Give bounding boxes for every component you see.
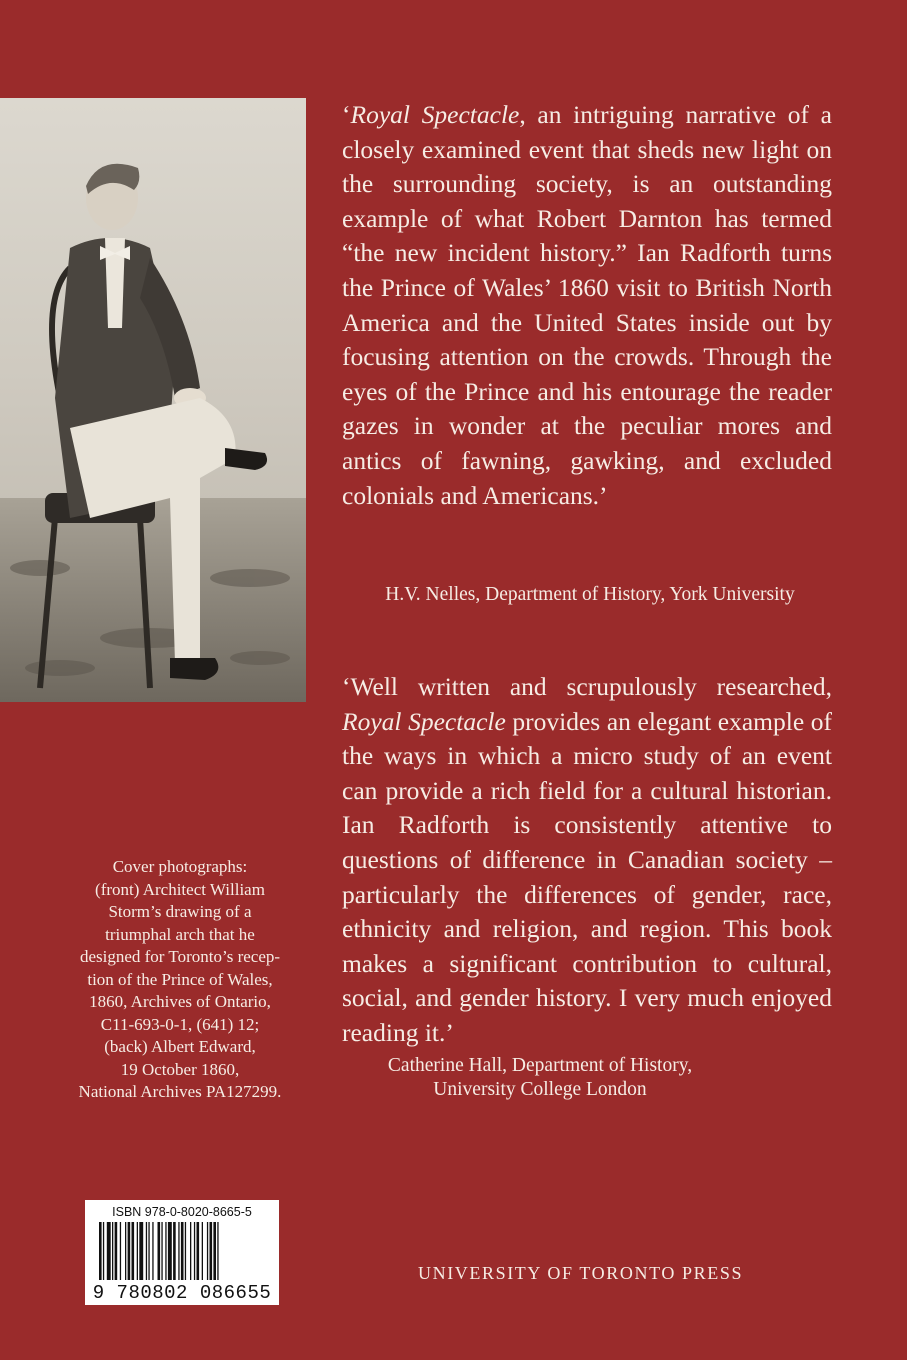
review-quote-1	[342, 98, 832, 513]
caption-line: 19 October 1860,	[120, 1059, 240, 1079]
caption-heading: Cover photographs:	[112, 857, 248, 876]
caption-line: tion of the Prince of Wales,	[87, 969, 273, 989]
isbn-text: ISBN 978-0-8020-8665-5	[112, 1205, 252, 1219]
quote-1-open: ‘	[342, 100, 351, 129]
isbn-barcode	[85, 1200, 279, 1305]
caption-line: (front) Architect William	[95, 879, 265, 899]
quote-1-attribution: H.V. Nelles, Department of History, York University	[385, 584, 795, 605]
cover-photo-caption	[40, 856, 320, 1104]
barcode-bars	[99, 1222, 265, 1280]
caption-line: C11-693-0-1, (641) 12;	[100, 1014, 260, 1034]
quote-2-text: provides an elegant example of the ways in which a micro study of an event can provide a rich field for a cultural historian. Ian Radforth is consistently attentive to questions of difference in Canadian society – particularly the differences of gender, race, ethnicity and religion, and region. This book makes a significant contribution to cultural, social, and gender history. I very much enjoyed reading it.’	[342, 706, 832, 1047]
quote-1-book-title: Royal Spectacle	[350, 100, 520, 129]
quote-1-text: , an intriguing narrative of a closely examined event that sheds new light on the surrounding society, is an outstanding example of what Robert Darnton has termed “the new incident history.” Ian Radforth turns the Prince of Wales’ 1860 visit to British North America and the United States inside out by focusing attention on the crowds. Through the eyes of the Prince and his entourage the reader gazes in wonder at the peculiar mores and antics of fawning, gawking, and excluded colonials and Americans.’	[342, 100, 832, 510]
caption-line: Storm’s drawing of a	[108, 902, 252, 921]
quote-2-attribution-line-1: Catherine Hall, Department of History,	[387, 1055, 693, 1076]
seated-figure-illustration	[0, 98, 306, 702]
caption-line: (back) Albert Edward,	[104, 1037, 256, 1056]
caption-line: designed for Toronto’s recep-	[79, 947, 281, 966]
quote-2-attribution-line-2: University College London	[433, 1079, 647, 1100]
barcode-digits: 9 780802 086655	[92, 1282, 272, 1304]
publisher-name: UNIVERSITY OF TORONTO PRESS	[418, 1263, 744, 1283]
caption-line: triumphal arch that he	[105, 924, 255, 944]
quote-2-book-title: Royal Spectacle	[342, 706, 506, 736]
caption-line: 1860, Archives of Ontario,	[89, 992, 271, 1011]
review-quote-2	[342, 670, 832, 1051]
quote-2-lead: ‘Well written and scrupulously researched,	[342, 672, 832, 701]
quote-2-attribution	[330, 1054, 750, 1102]
cover-photograph	[0, 98, 306, 702]
caption-line: National Archives PA127299.	[78, 1082, 282, 1101]
